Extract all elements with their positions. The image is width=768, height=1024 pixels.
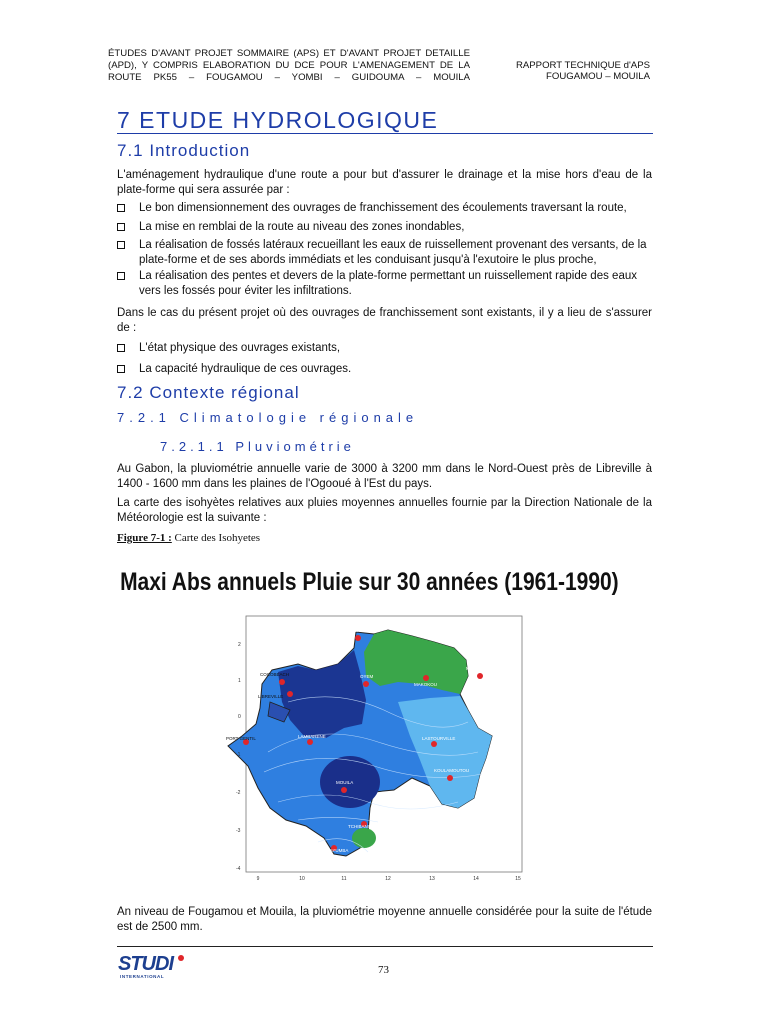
x-tick: 9 bbox=[256, 876, 260, 882]
y-tick: 2 bbox=[238, 642, 241, 648]
intro-paragraph-2: Dans le cas du présent projet où des ouvrages de franchissement sont existants, il y a lieu de s'assurer de : bbox=[117, 307, 652, 334]
city-label: KOULAMOUTOU bbox=[434, 768, 470, 773]
header-report-line1: RAPPORT TECHNIQUE d'APS bbox=[515, 60, 650, 71]
city-label: COCOBEACH bbox=[260, 672, 290, 677]
rainfall-conclusion: An niveau de Fougamou et Mouila, la pluviométrie moyenne annuelle considérée pour la suite de l'étude est de 2500 mm. bbox=[117, 906, 652, 933]
bullet-box-icon bbox=[117, 344, 125, 352]
bullet-item: Le bon dimensionnement des ouvrages de franchissement des écoulements traversant la route, bbox=[117, 201, 652, 216]
x-tick: 13 bbox=[429, 876, 435, 882]
city-label: MOUILA bbox=[336, 780, 354, 785]
section-title: 7 ETUDE HYDROLOGIQUE bbox=[117, 107, 439, 133]
city-marker bbox=[341, 787, 347, 793]
city-label: LASTOURVILLE bbox=[422, 736, 456, 741]
city-marker bbox=[477, 673, 483, 679]
city-label: MAKOKOU bbox=[414, 682, 438, 687]
section-title-rule bbox=[117, 133, 653, 134]
city-label: MEKAMBO bbox=[466, 666, 490, 671]
figure-label: Figure 7-1 : bbox=[117, 532, 172, 544]
x-tick: 10 bbox=[299, 876, 305, 882]
climatology-heading: 7.2.1 Climatologie régionale bbox=[117, 410, 419, 425]
city-label: OYEM bbox=[360, 674, 374, 679]
x-tick: 14 bbox=[473, 876, 479, 882]
city-label: PORT GENTIL bbox=[226, 736, 256, 741]
city-marker bbox=[431, 741, 437, 747]
city-label: BITAM bbox=[354, 628, 368, 633]
regional-heading: 7.2 Contexte régional bbox=[117, 383, 300, 402]
rainfall-paragraph-2: La carte des isohyètes relatives aux pluies moyennes annuelles fournie par la Direction Nationale de la Météorologie est la suivante : bbox=[117, 497, 652, 524]
logo-dot-icon bbox=[178, 955, 184, 961]
studi-logo-icon bbox=[118, 952, 190, 980]
header-report-title bbox=[516, 60, 650, 82]
city-label: LAMBARENE bbox=[298, 734, 326, 739]
bullet-item: La capacité hydraulique de ces ouvrages. bbox=[117, 362, 652, 377]
y-tick: -4 bbox=[236, 866, 241, 872]
page-number: 73 bbox=[378, 964, 389, 976]
isohyet-map bbox=[120, 552, 619, 896]
city-marker bbox=[423, 675, 429, 681]
isohyet-map-figure bbox=[120, 552, 619, 896]
figure-caption-text: Carte des Isohyetes bbox=[171, 532, 261, 544]
x-tick: 12 bbox=[385, 876, 391, 882]
header-report-line2: FOUGAMOU – MOUILA bbox=[546, 71, 650, 82]
footer-rule bbox=[117, 946, 653, 947]
city-marker bbox=[307, 739, 313, 745]
bullet-box-icon bbox=[117, 223, 125, 231]
y-tick: 1 bbox=[238, 678, 241, 684]
logo-subtitle: INTERNATIONAL bbox=[120, 974, 165, 979]
city-label: TCHIBANGA bbox=[348, 824, 375, 829]
bullet-box-icon bbox=[117, 272, 125, 280]
bullet-item: La mise en remblai de la route au niveau des zones inondables, bbox=[117, 220, 652, 235]
y-tick: -2 bbox=[236, 790, 241, 796]
city-label: MAYUMBA bbox=[326, 848, 349, 853]
intro-heading: 7.1 Introduction bbox=[117, 141, 251, 160]
city-marker bbox=[279, 679, 285, 685]
city-marker bbox=[287, 691, 293, 697]
city-marker bbox=[355, 635, 361, 641]
map-x-ticks bbox=[257, 876, 521, 882]
city-label: LIBREVILLE bbox=[258, 694, 284, 699]
figure-caption bbox=[117, 532, 260, 544]
rainfall-paragraph-1: Au Gabon, la pluviométrie annuelle varie de 3000 à 3200 mm dans le Nord-Ouest près de Libreville à 1400 - 1600 mm dans les plaines de l'Ogooué à l'Est du pays. bbox=[117, 463, 652, 490]
map-y-ticks bbox=[236, 642, 241, 872]
bullet-item: L'état physique des ouvrages existants, bbox=[117, 341, 652, 356]
y-tick: -1 bbox=[236, 752, 241, 758]
intro-paragraph-1: L'aménagement hydraulique d'une route a pour but d'assurer le drainage et la mise hors d'eau de la plate-forme qui sera assurée par : bbox=[117, 169, 652, 196]
bullet-box-icon bbox=[117, 241, 125, 249]
city-marker bbox=[363, 681, 369, 687]
x-tick: 11 bbox=[341, 876, 347, 882]
y-tick: 0 bbox=[238, 714, 241, 720]
map-zone-south bbox=[352, 828, 376, 848]
bullet-box-icon bbox=[117, 365, 125, 373]
x-tick: 15 bbox=[515, 876, 521, 882]
map-title: Maxi Abs annuels Pluie sur 30 années (1961-1990) bbox=[120, 567, 619, 596]
header-project-title: ÉTUDES D'AVANT PROJET SOMMAIRE (APS) ET D'AVANT PROJET DETAILLE (APD), Y COMPRIS ELABORATION DU DCE POUR L'AMENAGEMENT DE LA ROUTE PK55 – FOUGAMOU – YOMBI – GUIDOUMA – MOUILA bbox=[108, 48, 470, 83]
bullet-box-icon bbox=[117, 204, 125, 212]
y-tick: -3 bbox=[236, 828, 241, 834]
rainfall-heading: 7.2.1.1 Pluviométrie bbox=[160, 439, 355, 454]
city-marker bbox=[447, 775, 453, 781]
studi-logo bbox=[118, 952, 190, 985]
logo-wordmark: STUDI bbox=[118, 953, 173, 975]
bullet-item: La réalisation des pentes et devers de la plate-forme permettant un ruissellement rapide des eaux vers les fossés pour éviter les infiltrations. bbox=[117, 269, 652, 299]
bullet-item: La réalisation de fossés latéraux recueillant les eaux de ruissellement provenant des versants, de la plate-forme et de ses abords immédiats et les conduisant jusqu'à l'exutoire le plus proche, bbox=[117, 238, 652, 268]
